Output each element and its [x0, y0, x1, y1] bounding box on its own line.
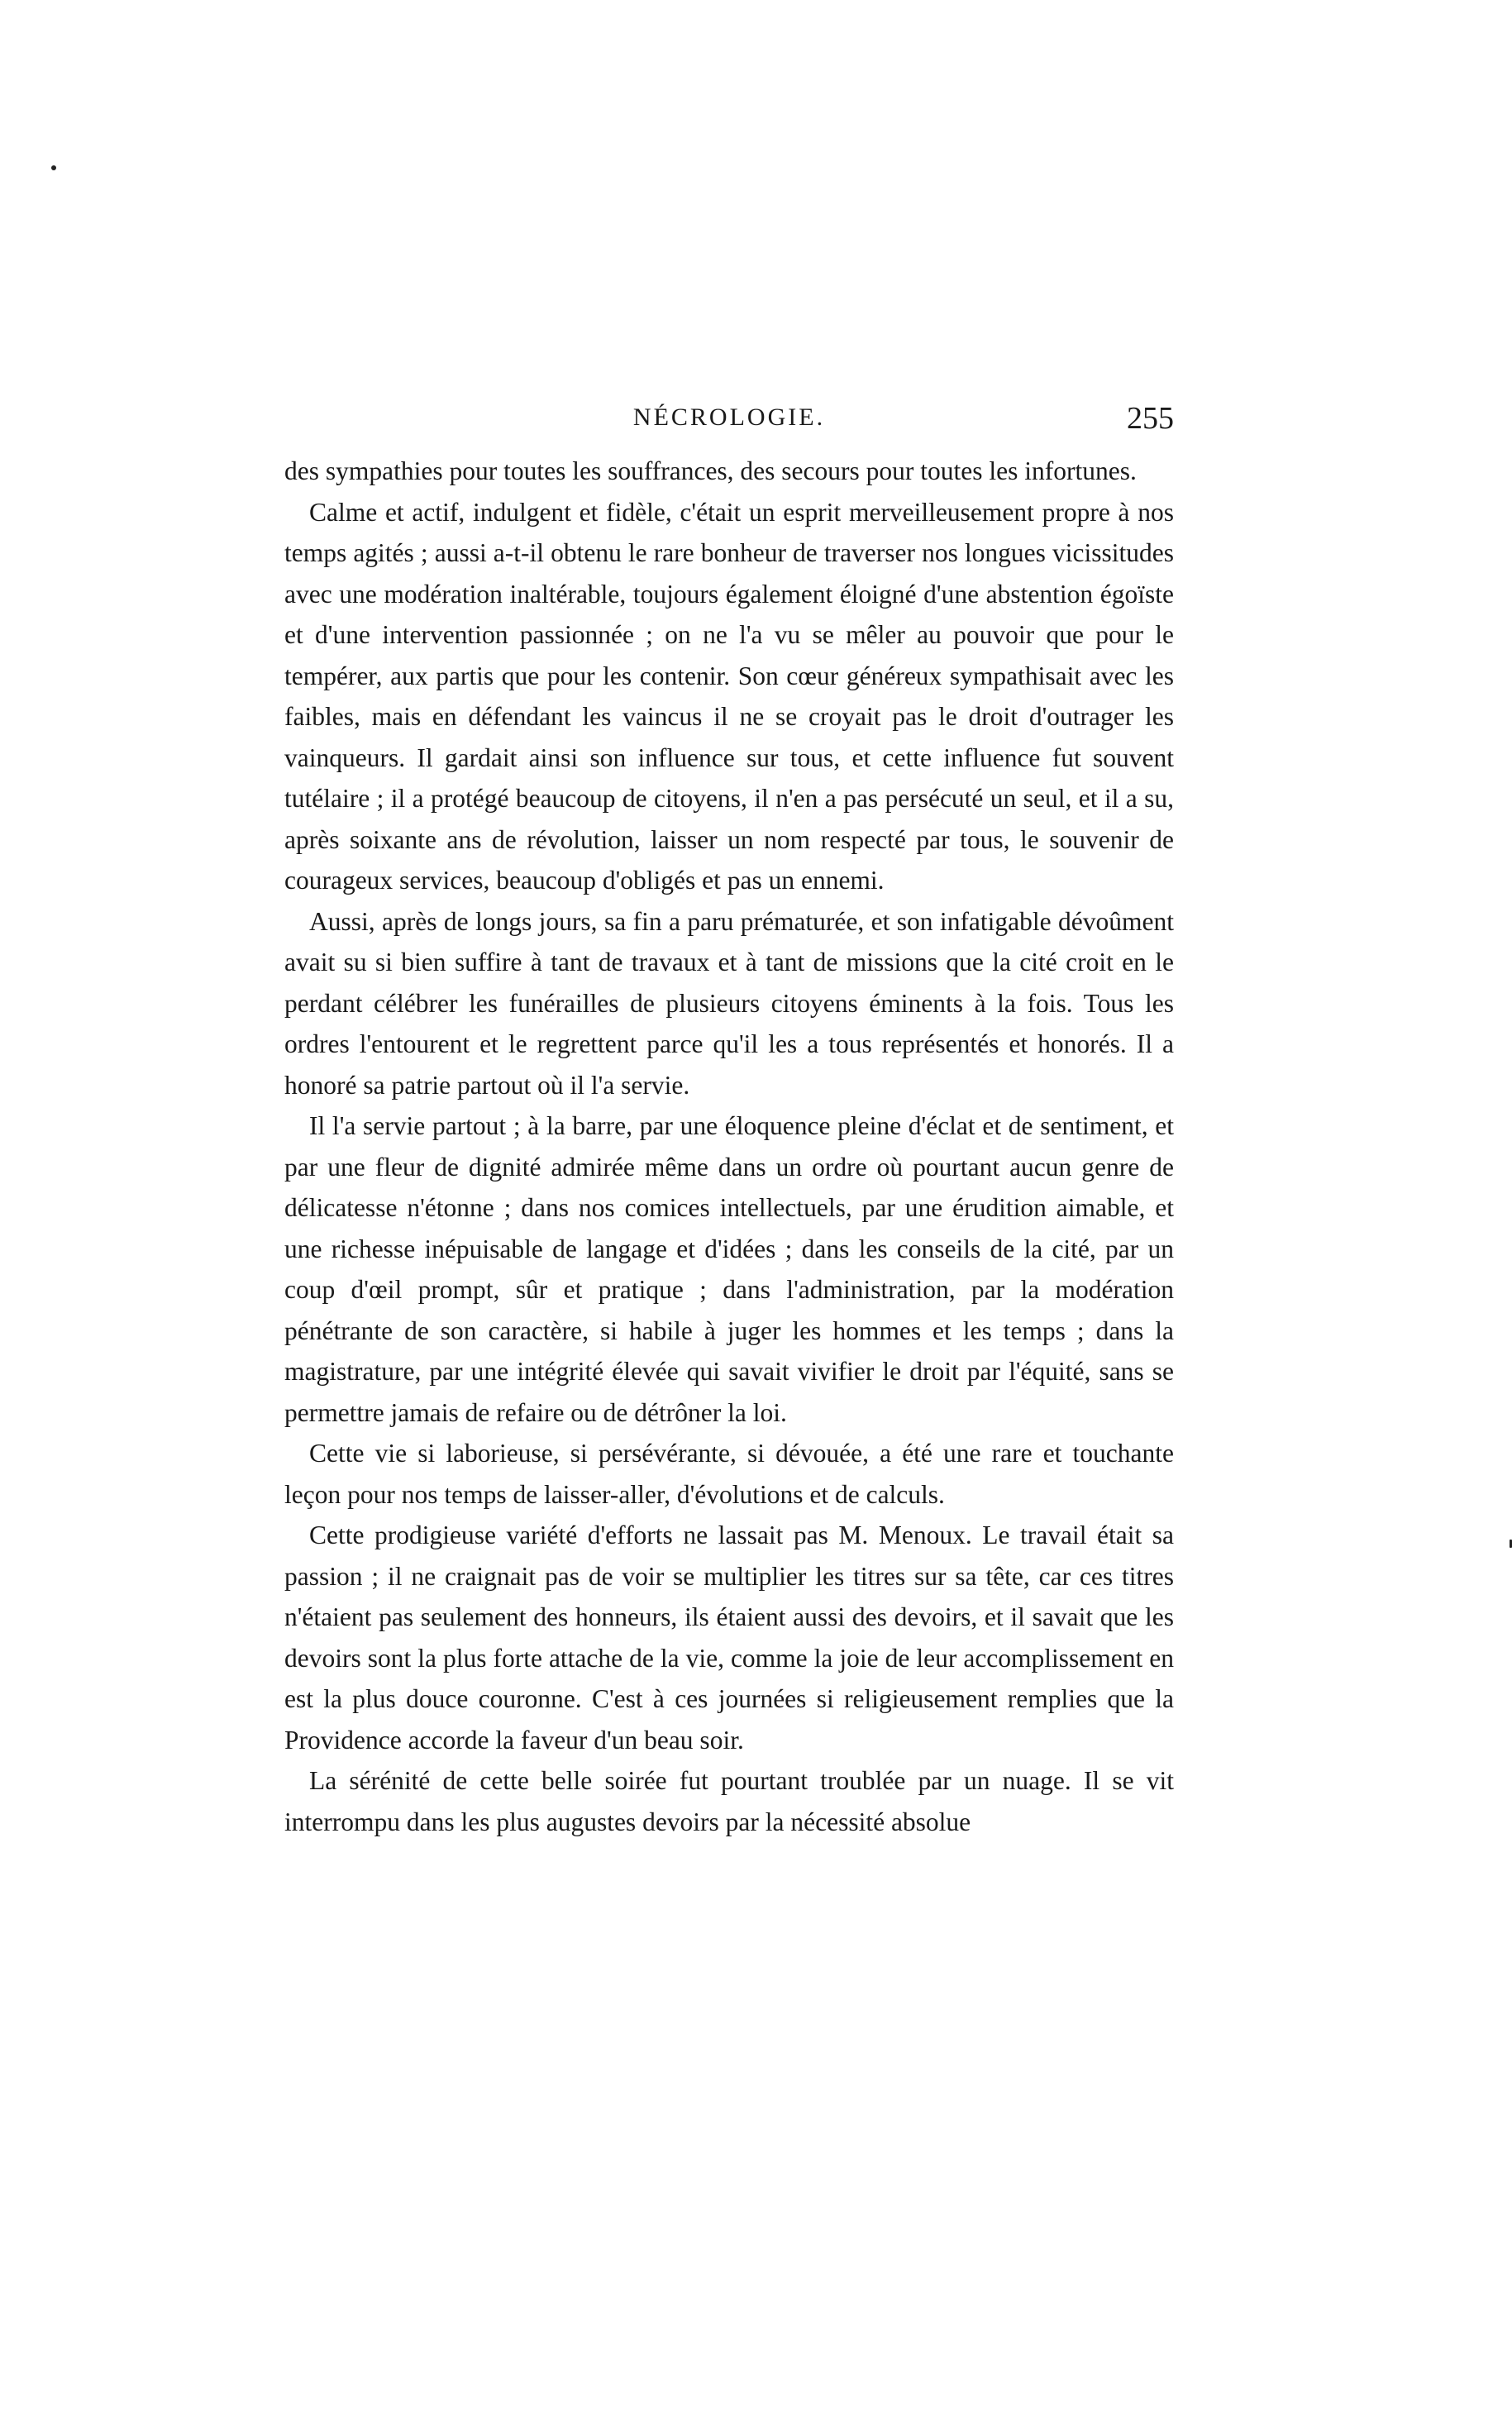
- paragraph: Cette vie si laborieuse, si persévérante, si dévouée, a été une rare et touchante leçon pour nos temps de laisser-aller, d'évolutions et de calculs.: [284, 1439, 1174, 1509]
- paragraph: des sympathies pour toutes les souffrances, des secours pour toutes les infortunes.: [284, 456, 1137, 485]
- paragraph: Cette prodigieuse variété d'efforts ne lassait pas M. Menoux. Le travail était sa passion ; il ne craignait pas de voir se multiplier les titres sur sa tête, car ces titres n'étaient pas seulement des honneurs, ils étaient aussi des devoirs, et il savait que les devoirs sont la plus forte attache de la vie, comme la joie de leur accomplissement en est la plus douce couronne. C'est à ces journées si religieusement remplies que la Providence accorde la faveur d'un beau soir.: [284, 1521, 1174, 1755]
- body-text: [284, 451, 1174, 1842]
- paragraph: Aussi, après de longs jours, sa fin a paru prématurée, et son infatigable dévoûment avait su si bien suffire à tant de travaux et à tant de missions que la cité croit en le perdant célébrer les funérailles de plusieurs citoyens éminents à la fois. Tous les ordres l'entourent et le regrettent parce qu'il les a tous représentés et honorés. Il a honoré sa patrie partout où il l'a servie.: [284, 906, 1174, 1100]
- running-title: NÉCROLOGIE.: [632, 403, 826, 431]
- paragraph: La sérénité de cette belle soirée fut pourtant troublée par un nuage. Il se vit interrompu dans les plus augustes devoirs par la nécessité absolue: [284, 1766, 1174, 1836]
- paragraph: Calme et actif, indulgent et fidèle, c'était un esprit merveilleusement propre à nos temps agités ; aussi a-t-il obtenu le rare bonheur de traverser nos longues vicissitudes avec une modération inaltérable, toujours également éloigné d'une abstention égoïste et d'une intervention passionnée ; on ne l'a vu se mêler au pouvoir que pour le tempérer, aux partis que pour les contenir. Son cœur généreux sympathisait avec les faibles, mais en défendant les vaincus il ne se croyait pas le droit d'outrager les vainqueurs. Il gardait ainsi son influence sur tous, et cette influence fut souvent tutélaire ; il a protégé beaucoup de citoyens, il n'en a pas persécuté un seul, et il a su, après soixante ans de révolution, laisser un nom respecté par tous, le souvenir de courageux services, beaucoup d'obligés et pas un ennemi.: [284, 497, 1174, 895]
- ink-speck: [51, 165, 56, 170]
- running-head: [284, 403, 1174, 445]
- page-number: 255: [1127, 401, 1174, 436]
- paragraph: Il l'a servie partout ; à la barre, par une éloquence pleine d'éclat et de sentiment, et par une fleur de dignité admirée même dans un ordre où pourtant aucun genre de délicatesse n'étonne ; dans nos comices intellectuels, par une érudition aimable, et une richesse inépuisable de langage et d'idées ; dans les conseils de la cité, par un coup d'œil prompt, sûr et pratique ; dans l'administration, par la modération pénétrante de son caractère, si habile à juger les hommes et les temps ; dans la magistrature, par une intégrité élevée qui savait vivifier le droit par l'équité, sans se permettre jamais de refaire ou de détrôner la loi.: [284, 1111, 1174, 1427]
